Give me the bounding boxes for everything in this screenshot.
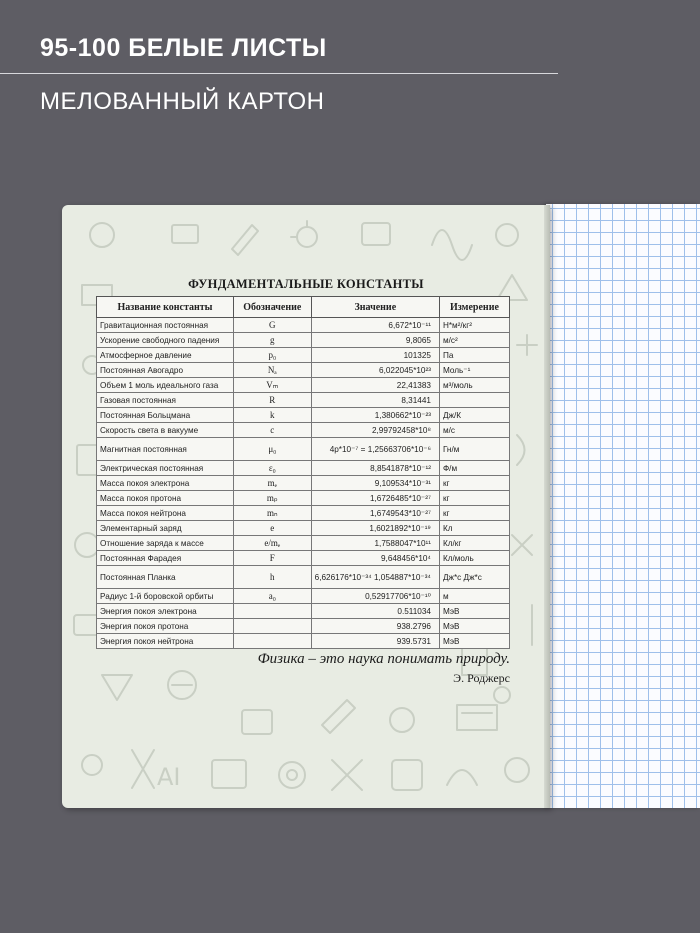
constant-row	[97, 378, 510, 393]
constant-name: Постоянная Больцмана	[97, 408, 234, 423]
constant-unit: м³/моль	[439, 378, 509, 393]
constant-value: 9,8065	[311, 333, 439, 348]
table-header-row	[97, 297, 510, 318]
constant-symbol: c	[233, 423, 311, 438]
constant-value: 8,31441	[311, 393, 439, 408]
constant-symbol: G	[233, 318, 311, 333]
constant-unit: Дж*с Дж*с	[439, 566, 509, 589]
constant-name: Масса покоя электрона	[97, 476, 234, 491]
constant-row	[97, 363, 510, 378]
constant-value: 6,672*10⁻¹¹	[311, 318, 439, 333]
constant-name: Атмосферное давление	[97, 348, 234, 363]
constant-unit: Моль⁻¹	[439, 363, 509, 378]
constant-name: Ускорение свободного падения	[97, 333, 234, 348]
constant-row	[97, 438, 510, 461]
constant-name: Гравитационная постоянная	[97, 318, 234, 333]
constant-value: 1,6749543*10⁻²⁷	[311, 506, 439, 521]
constant-name: Электрическая постоянная	[97, 461, 234, 476]
constant-unit: Н*м²/кг²	[439, 318, 509, 333]
constant-symbol: μ₀	[233, 438, 311, 461]
constant-row	[97, 491, 510, 506]
constant-unit: Па	[439, 348, 509, 363]
constant-name: Постоянная Авогадро	[97, 363, 234, 378]
constants-table	[96, 296, 510, 649]
constant-row	[97, 318, 510, 333]
constant-value: 1,380662*10⁻²³	[311, 408, 439, 423]
constant-name: Скорость света в вакууме	[97, 423, 234, 438]
constant-unit	[439, 393, 509, 408]
constant-symbol: mₙ	[233, 506, 311, 521]
constant-row	[97, 566, 510, 589]
constant-row	[97, 551, 510, 566]
constant-row	[97, 506, 510, 521]
constant-row	[97, 536, 510, 551]
constant-value: 9,109534*10⁻³¹	[311, 476, 439, 491]
constant-unit: Дж/К	[439, 408, 509, 423]
constant-value: 1,6021892*10⁻¹⁹	[311, 521, 439, 536]
constant-unit: МэВ	[439, 619, 509, 634]
constant-value: 9,648456*10⁴	[311, 551, 439, 566]
constant-symbol: mₚ	[233, 491, 311, 506]
constant-symbol: R	[233, 393, 311, 408]
constant-unit: МэВ	[439, 604, 509, 619]
column-header: Название константы	[97, 297, 234, 318]
constant-name: Энергия покоя электрона	[97, 604, 234, 619]
constant-unit: Гн/м	[439, 438, 509, 461]
column-header: Значение	[311, 297, 439, 318]
constant-symbol: mₑ	[233, 476, 311, 491]
constant-unit: МэВ	[439, 634, 509, 649]
constant-name: Магнитная постоянная	[97, 438, 234, 461]
constant-value: 22,41383	[311, 378, 439, 393]
constant-value: 8,8541878*10⁻¹²	[311, 461, 439, 476]
constant-row	[97, 619, 510, 634]
constant-value: 0,52917706*10⁻¹⁰	[311, 589, 439, 604]
constant-value: 101325	[311, 348, 439, 363]
constant-name: Энергия покоя нейтрона	[97, 634, 234, 649]
constant-symbol	[233, 619, 311, 634]
headline-sheets: 95-100 БЕЛЫЕ ЛИСТЫ	[40, 34, 327, 62]
column-header: Измерение	[439, 297, 509, 318]
constant-symbol: p₀	[233, 348, 311, 363]
constant-symbol: e	[233, 521, 311, 536]
constant-unit: м	[439, 589, 509, 604]
constant-symbol	[233, 634, 311, 649]
svg-text:AI: AI	[157, 763, 181, 791]
constant-row	[97, 333, 510, 348]
constant-row	[97, 476, 510, 491]
constant-symbol: F	[233, 551, 311, 566]
notebook-back-cover	[62, 205, 550, 808]
constant-unit: Ф/м	[439, 461, 509, 476]
constant-symbol: e/mₑ	[233, 536, 311, 551]
constant-unit: м/с²	[439, 333, 509, 348]
constant-unit: Кл/кг	[439, 536, 509, 551]
constant-name: Газовая постоянная	[97, 393, 234, 408]
constant-row	[97, 634, 510, 649]
constant-unit: Кл/моль	[439, 551, 509, 566]
constant-value: 6,626176*10⁻³⁴ 1,054887*10⁻³⁴	[311, 566, 439, 589]
constant-symbol: ε₀	[233, 461, 311, 476]
physics-quote: Физика – это наука понимать природу.	[257, 651, 510, 667]
constant-unit: кг	[439, 506, 509, 521]
column-header: Обозначение	[233, 297, 311, 318]
grid-paper-page	[546, 204, 700, 808]
constant-unit: кг	[439, 491, 509, 506]
constant-value: 1,6726485*10⁻²⁷	[311, 491, 439, 506]
constant-name: Радиус 1-й боровской орбиты	[97, 589, 234, 604]
constant-row	[97, 423, 510, 438]
constant-symbol: k	[233, 408, 311, 423]
constant-value: 2,99792458*10⁸	[311, 423, 439, 438]
constant-row	[97, 521, 510, 536]
constant-name: Энергия покоя протона	[97, 619, 234, 634]
constant-value: 4p*10⁻⁷ = 1,25663706*10⁻⁶	[311, 438, 439, 461]
quote-author: Э. Роджерс	[453, 671, 510, 685]
constant-unit: Кл	[439, 521, 509, 536]
constant-name: Постоянная Фарадея	[97, 551, 234, 566]
constant-name: Отношение заряда к массе	[97, 536, 234, 551]
constant-symbol: Vₘ	[233, 378, 311, 393]
constant-name: Постоянная Планка	[97, 566, 234, 589]
constant-row	[97, 408, 510, 423]
constant-unit: м/с	[439, 423, 509, 438]
constant-value: 0.511034	[311, 604, 439, 619]
constant-value: 938.2796	[311, 619, 439, 634]
headline-cover-material: МЕЛОВАННЫЙ КАРТОН	[40, 88, 325, 115]
constant-row	[97, 461, 510, 476]
constant-symbol	[233, 604, 311, 619]
constant-name: Элементарный заряд	[97, 521, 234, 536]
constant-row	[97, 348, 510, 363]
headline-divider	[0, 73, 558, 74]
constant-row	[97, 589, 510, 604]
constant-row	[97, 604, 510, 619]
constant-value: 6,022045*10²³	[311, 363, 439, 378]
constant-name: Масса покоя нейтрона	[97, 506, 234, 521]
constant-symbol: g	[233, 333, 311, 348]
constant-row	[97, 393, 510, 408]
constant-symbol: Nₐ	[233, 363, 311, 378]
table-title: ФУНДАМЕНТАЛЬНЫЕ КОНСТАНТЫ	[188, 277, 424, 291]
constant-name: Объем 1 моль идеального газа	[97, 378, 234, 393]
constant-value: 1,7588047*10¹¹	[311, 536, 439, 551]
constant-symbol: h	[233, 566, 311, 589]
constant-value: 939.5731	[311, 634, 439, 649]
constant-name: Масса покоя протона	[97, 491, 234, 506]
cover-spine	[544, 205, 550, 808]
constant-symbol: a₀	[233, 589, 311, 604]
constant-unit: кг	[439, 476, 509, 491]
